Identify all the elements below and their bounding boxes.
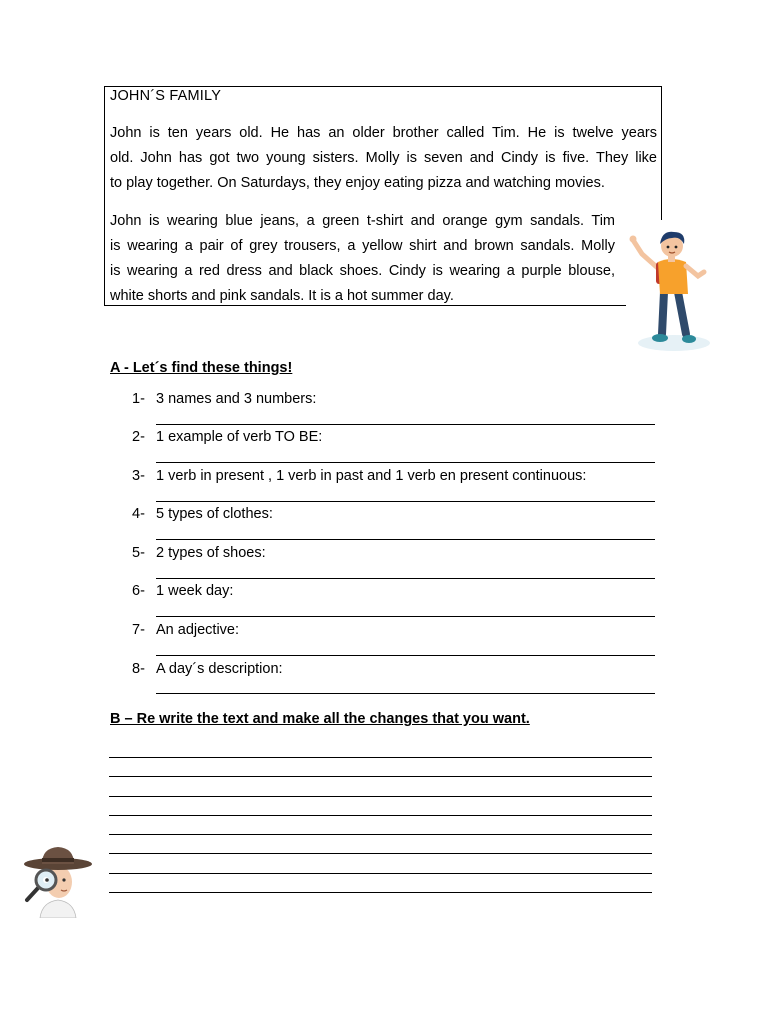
paragraph-line: to play together. On Saturdays, they enjoy eating pizza and watching movies. [110, 175, 605, 191]
item-text: An adjective: [156, 622, 240, 638]
item-text: 3 names and 3 numbers: [156, 391, 317, 407]
item-number: 3- [132, 468, 145, 484]
writing-line-7[interactable] [109, 873, 652, 874]
item-text: 1 example of verb TO BE: [156, 429, 323, 445]
item-number: 2- [132, 429, 145, 445]
boy-waving-illustration [628, 226, 712, 354]
item-text: 5 types of clothes: [156, 506, 273, 522]
answer-line-8[interactable] [156, 693, 655, 694]
section-b-title: B – Re write the text and make all the changes that you want. [110, 711, 530, 727]
item-number: 8- [132, 661, 145, 677]
paragraph-line: John is ten years old. He has an older brother called Tim. He is twelve years [110, 125, 657, 141]
item-number: 5- [132, 545, 145, 561]
writing-line-6[interactable] [109, 853, 652, 854]
reading-paragraph-2 [110, 209, 615, 309]
paragraph-line: white shorts and pink sandals. It is a hot summer day. [110, 288, 454, 304]
answer-line-4[interactable] [156, 539, 655, 540]
item-number: 6- [132, 583, 145, 599]
detective-with-magnifier-illustration [22, 842, 94, 918]
writing-line-3[interactable] [109, 796, 652, 797]
item-text: 2 types of shoes: [156, 545, 266, 561]
answer-line-5[interactable] [156, 578, 655, 579]
answer-line-3[interactable] [156, 501, 655, 502]
paragraph-line: old. John has got two young sisters. Molly is seven and Cindy is five. They like [110, 150, 657, 166]
answer-line-1[interactable] [156, 424, 655, 425]
item-text: A day´s description: [156, 661, 283, 677]
item-text: 1 week day: [156, 583, 234, 599]
answer-line-6[interactable] [156, 616, 655, 617]
item-number: 4- [132, 506, 145, 522]
item-number: 7- [132, 622, 145, 638]
answer-line-2[interactable] [156, 462, 655, 463]
reading-title: JOHN´S FAMILY [110, 88, 222, 104]
section-a-title: A - Let´s find these things! [110, 360, 293, 376]
writing-line-4[interactable] [109, 815, 652, 816]
writing-line-5[interactable] [109, 834, 652, 835]
writing-line-8[interactable] [109, 892, 652, 893]
writing-line-2[interactable] [109, 776, 652, 777]
writing-line-1[interactable] [109, 757, 652, 758]
item-text: 1 verb in present , 1 verb in past and 1 verb en present continuous: [156, 468, 587, 484]
answer-line-7[interactable] [156, 655, 655, 656]
reading-paragraph-1 [110, 121, 657, 196]
item-number: 1- [132, 391, 145, 407]
paragraph-line: is wearing a pair of grey trousers, a yellow shirt and brown sandals. Molly [110, 238, 615, 254]
paragraph-line: is wearing a red dress and black shoes. Cindy is wearing a purple blouse, [110, 263, 615, 279]
paragraph-line: John is wearing blue jeans, a green t-shirt and orange gym sandals. Tim [110, 213, 615, 229]
